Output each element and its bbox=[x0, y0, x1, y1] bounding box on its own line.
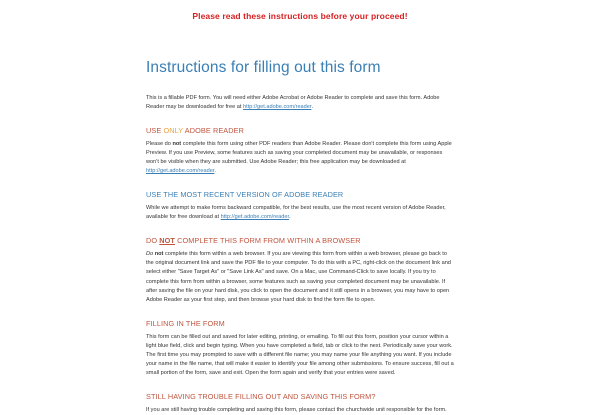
adobe-reader-link-2[interactable]: http://get.adobe.com/reader bbox=[146, 168, 215, 175]
instructions-banner: Please read these instructions before your proceed! bbox=[192, 11, 408, 21]
section-paragraph-adobe-reader bbox=[146, 140, 454, 176]
para-text-c: . bbox=[214, 168, 216, 175]
para-text-a: Please do bbox=[146, 141, 173, 148]
heading-suffix: ADOBE READER bbox=[183, 126, 244, 136]
adobe-reader-link-3[interactable]: http://get.adobe.com/reader bbox=[220, 214, 290, 221]
document-content bbox=[0, 59, 600, 415]
section-paragraph-still-having-trouble: If you are still having trouble completing and saving this form, please contact the churchwide unit responsible for the form. bbox=[146, 406, 447, 413]
section-heading-most-recent-version: USE THE MOST RECENT VERSION OF ADOBE READER bbox=[146, 190, 344, 200]
intro-text-part2: . bbox=[311, 104, 314, 111]
section-paragraph-filling-in-the-form: This form can be filled out and saved for later editing, printing, or emailing. To fill out this form, position your cursor within a light blue field, click and begin typing. When you have completed a field, tab or click to the next. Periodically save your work. The first time you may prompted to save with a different file name; you may name your file anything you want. If you include your name in the file name, that will make it easier to identify your file among other submissions. To ensure success, fill out a small portion of the form, save and exit. Open the form again and verify that your entries were saved. bbox=[146, 333, 454, 376]
heading-prefix: DO bbox=[146, 236, 160, 246]
para-text-b: complete this form using other PDF readers than Adobe Reader. Please don't complete this form using Apple Preview. If you use Preview, some features such as saving your completed document may be unavailable, or responses won't be visible when they are submitted. Use Adobe Reader; this free application may be downloaded at bbox=[146, 141, 452, 166]
para-text-a: While we attempt to make forms backward compatible, for the best results, use the most recent version of Adobe Reader, available for free download at bbox=[146, 205, 446, 221]
section-paragraph-most-recent-version bbox=[146, 204, 454, 222]
section-heading-use-only-adobe-reader bbox=[146, 126, 454, 135]
adobe-reader-link[interactable]: http://get.adobe.com/reader bbox=[243, 104, 312, 111]
intro-paragraph bbox=[146, 94, 454, 112]
heading-accent: ONLY bbox=[163, 126, 184, 136]
para-text-b: complete this form within a web browser. If you are viewing this form from within a web browser, please go back to the original document link and save the PDF file to your computer. To do this with a PC, right-click on the document link and select either "Save Target As" or "Save Link As" and save. On a Mac, use Command-Click to save locally. If you try to complete this form from within a browser, some features such as saving your completed document may be unavailable. If after saving the file on your hard disk, you click to open the document and it still opens in a browser, you may have to open Adobe Reader as your first step, and then browse your hard disk to find the form file to open. bbox=[146, 251, 451, 303]
heading-suffix: COMPLETE THIS FORM FROM WITHIN A BROWSER bbox=[174, 236, 361, 246]
para-text-b: . bbox=[289, 214, 291, 221]
heading-prefix: USE bbox=[146, 126, 164, 136]
para-italic-do: Do bbox=[146, 251, 155, 258]
section-heading-not-in-browser bbox=[146, 236, 454, 245]
page-title: Instructions for filling out this form bbox=[146, 59, 381, 76]
para-bold-not: not bbox=[172, 141, 182, 148]
intro-text-part1: This is a fillable PDF form. You will need either Adobe Acrobat or Adobe Reader to complete and save this form. Adobe Reader may be downloaded for free at bbox=[146, 95, 440, 111]
para-bold-not: not bbox=[154, 251, 164, 258]
section-heading-still-having-trouble: STILL HAVING TROUBLE FILLING OUT AND SAVING THIS FORM? bbox=[146, 391, 376, 401]
heading-accent-not: NOT bbox=[159, 236, 175, 246]
section-paragraph-not-in-browser bbox=[146, 250, 454, 304]
section-heading-filling-in-the-form: FILLING IN THE FORM bbox=[146, 318, 225, 328]
